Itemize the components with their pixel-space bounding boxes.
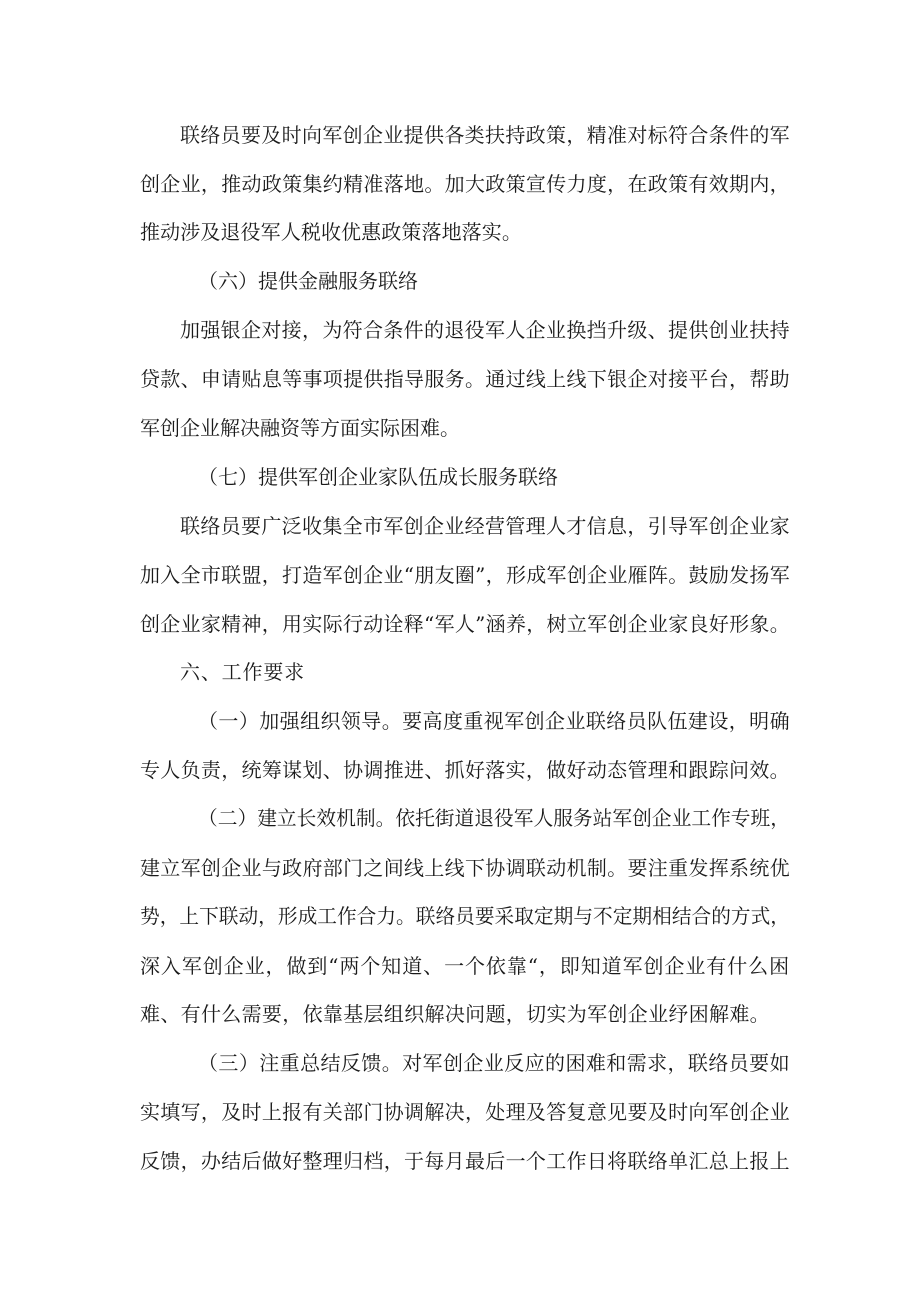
text-line: 反馈，办结后做好整理归档，于每月最后一个工作日将联络单汇总上报上: [140, 1149, 790, 1173]
text-line: 创企业，推动政策集约精准落地。加大政策宣传力度，在政策有效期内，: [140, 172, 790, 196]
text-line: 推动涉及退役军人税收优惠政策落地落实。: [140, 220, 522, 244]
text-line: 深入军创企业，做到“两个知道、一个依靠“，即知道军创企业有什么困: [140, 954, 790, 978]
text-line: 贷款、申请贴息等事项提供指导服务。通过线上线下银企对接平台，帮助: [140, 367, 790, 391]
text-line: （一）加强组织领导。要高度重视军创企业联络员队伍建设，明确: [198, 709, 790, 733]
section-heading: （六）提供金融服务联络: [198, 269, 418, 293]
text-line: 加强银企对接，为符合条件的退役军人企业换挡升级、提供创业扶持: [180, 318, 790, 342]
text-line: 创企业家精神，用实际行动诠释“军人”涵养，树立军创企业家良好形象。: [140, 612, 790, 636]
text-line: 势，上下联动，形成工作合力。联络员要采取定期与不定期相结合的方式，: [140, 905, 790, 928]
text-line: （二）建立长效机制。依托街道退役军人服务站军创企业工作专班，: [198, 807, 790, 830]
text-line: 联络员要广泛收集全市军创企业经营管理人才信息，引导军创企业家: [180, 514, 790, 538]
section-heading: （七）提供军创企业家队伍成长服务联络: [198, 465, 558, 489]
text-line: 联络员要及时向军创企业提供各类扶持政策，精准对标符合条件的军: [180, 123, 790, 147]
text-line: 建立军创企业与政府部门之间线上线下协调联动机制。要注重发挥系统优: [140, 856, 790, 880]
section-heading: 六、工作要求: [180, 660, 305, 684]
text-line: 难、有什么需要，依靠基层组织解决问题，切实为军创企业纾困解难。: [140, 1002, 770, 1026]
text-line: 加入全市联盟，打造军创企业“朋友圈”，形成军创企业雁阵。鼓励发扬军: [140, 563, 790, 587]
text-line: 实填写，及时上报有关部门协调解决，处理及答复意见要及时向军创企业: [140, 1100, 790, 1124]
text-line: 军创企业解决融资等方面实际困难。: [140, 416, 460, 440]
text-line: 专人负责，统筹谋划、协调推进、抓好落实，做好动态管理和跟踪问效。: [140, 758, 790, 782]
text-line: （三）注重总结反馈。对军创企业反应的困难和需求，联络员要如: [198, 1051, 790, 1075]
